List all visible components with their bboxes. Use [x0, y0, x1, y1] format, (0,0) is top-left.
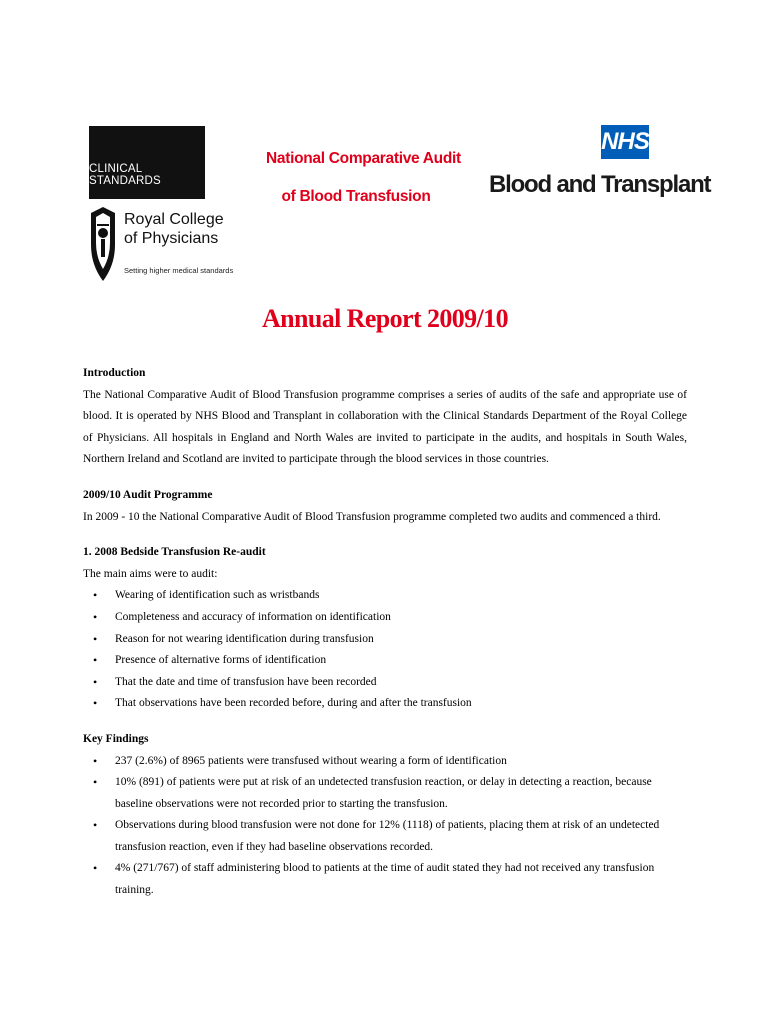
introduction-text: The National Comparative Audit of Blood Transfusion programme comprises a series of audits of the safe and appropriate use of blood. It is operated by NHS Blood and Transplant in collaboration with the Clinical Standards Department of the Royal College of Physicians. All hospitals in England and North Wales are invited to participate in the audits, and hospitals in South Wales, Northern Ireland and Scotland are invited to participate through the blood services in those countries. [83, 388, 687, 466]
clinical-standards-text: CLINICAL STANDARDS [89, 163, 161, 187]
reaudit-intro: The main aims were to audit: [83, 567, 218, 580]
introduction-heading: Introduction [83, 367, 146, 379]
list-item: • 4% (271/767) of staff administering blood to patients at the time of audit stated they had not received any transfusion training. [115, 858, 687, 901]
list-item: • 10% (891) of patients were put at risk of an undetected transfusion reaction, or delay in detecting a reaction, because baseline observations were not recorded prior to starting the transfusion. [115, 772, 687, 815]
list-item: • Presence of alternative forms of identification [115, 650, 687, 672]
findings-list [83, 751, 687, 902]
list-item: • Completeness and accuracy of information on identification [115, 607, 687, 629]
list-item: • That observations have been recorded before, during and after the transfusion [115, 693, 687, 715]
document-body [83, 363, 687, 902]
rcp-crest-icon [88, 205, 118, 283]
page-title: Annual Report 2009/10 [262, 304, 508, 333]
aims-list [83, 585, 687, 715]
nhs-blood-transplant-name: Blood and Transplant [489, 171, 711, 198]
audit-logo-title: National Comparative Audit of Blood Transfusion [266, 150, 461, 205]
programme-heading: 2009/10 Audit Programme [83, 488, 213, 501]
nhs-logo: NHS [601, 125, 649, 159]
list-item: • 237 (2.6%) of 8965 patients were transfused without wearing a form of identification [115, 751, 687, 773]
reaudit-heading: 1. 2008 Bedside Transfusion Re-audit [83, 546, 266, 559]
list-item: • Observations during blood transfusion were not done for 12% (1118) of patients, placing them at risk of an undetected transfusion reaction, even if they had baseline observations recorded. [115, 815, 687, 858]
list-item: • Wearing of identification such as wristbands [115, 585, 687, 607]
clinical-standards-logo [89, 126, 205, 199]
findings-heading: Key Findings [83, 732, 149, 745]
list-item: • Reason for not wearing identification during transfusion [115, 629, 687, 651]
list-item: • That the date and time of transfusion have been recorded [115, 672, 687, 694]
programme-text: In 2009 - 10 the National Comparative Audit of Blood Transfusion programme completed two audits and commenced a third. [83, 510, 661, 523]
rcp-tagline: Setting higher medical standards [124, 266, 234, 275]
rcp-name: Royal College of Physicians [124, 211, 224, 247]
